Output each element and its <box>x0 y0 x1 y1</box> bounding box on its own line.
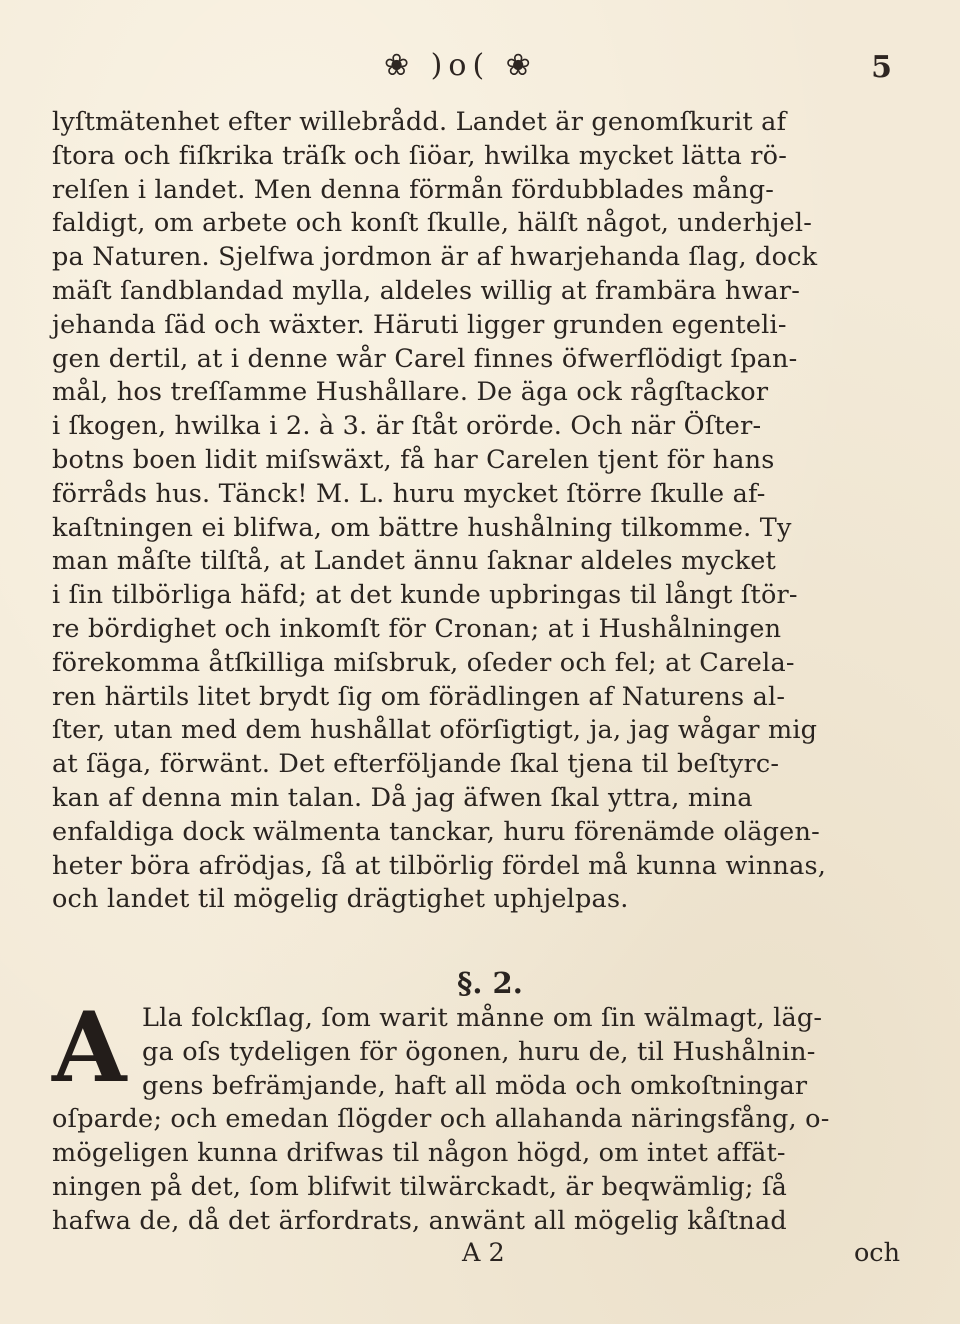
page-footer <box>52 1238 900 1270</box>
text-line: och landet til mögelig drägtighet uphjelpas. <box>52 884 629 915</box>
paragraph-1 <box>52 106 900 917</box>
header-ornament: ❀ )o( ❀ <box>384 48 537 83</box>
text-line: förekomma åtſkilliga miſsbruk, oſeder och fel; at Carela- <box>52 647 795 678</box>
text-line: gens befrämjande, haft all möda och omkoſtningar <box>142 1070 808 1101</box>
page-header <box>0 48 960 88</box>
text-line: relſen i landet. Men denna förmån fördubblades mång- <box>52 174 775 205</box>
text-line: re bördighet och inkomſt för Cronan; at i Hushålningen <box>52 613 782 644</box>
text-line: botns boen lidit miſswäxt, få har Carelen tjent för hans <box>52 444 775 475</box>
text-line: i ſkogen, hwilka i 2. à 3. är ſtåt orörde. Och när Öſter- <box>52 411 762 442</box>
text-line: lyſtmätenhet efter willebrådd. Landet är genomſkurit af <box>52 107 787 137</box>
text-line: oſparde; och emedan ſlögder och allahanda näringsfång, o- <box>52 1104 830 1135</box>
drop-cap-letter: A <box>52 991 127 1104</box>
text-line: i ſin tilbörliga häfd; at det kunde upbringas til långt ſtör- <box>52 580 798 611</box>
text-line: kan af denna min talan. Då jag äfwen ſkal yttra, mina <box>52 782 753 813</box>
text-line: jehanda ſäd och wäxter. Häruti ligger grunden egenteli- <box>52 309 787 340</box>
text-line: mäſt ſandblandad mylla, aldeles willig at frambära hwar- <box>52 275 801 306</box>
text-line: ga oſs tydeligen för ögonen, huru de, til Hushålnin- <box>142 1036 816 1067</box>
text-line: ren härtils litet brydt ſig om förädlingen af Naturens al- <box>52 681 786 712</box>
text-line: ningen på det, ſom blifwit tilwärckadt, är beqwämlig; ſå <box>52 1171 788 1202</box>
text-line: ſtora och fiſkrika träſk och ſiöar, hwilka mycket lätta rö- <box>52 140 788 171</box>
text-line: mål, hos treſſamme Hushållare. De äga ock rågſtackor <box>52 377 769 408</box>
text-line: pa Naturen. Sjelfwa jordmon är af hwarjehanda ſlag, dock <box>52 242 818 273</box>
text-line: förråds hus. Tänck! M. L. huru mycket ſtörre ſkulle af- <box>52 478 766 509</box>
text-line: gen dertil, at i denne wår Carel finnes öfwerflödigt ſpan- <box>52 343 798 374</box>
text-line: at ſäga, förwänt. Det efterföljande ſkal tjena til beſtyrc- <box>52 749 780 780</box>
text-line: kaſtningen ei blifwa, om bättre hushålning tilkomme. Ty <box>52 512 792 543</box>
text-line: Lla folckſlag, ſom warit månne om ſin wälmagt, läg- <box>142 1003 823 1033</box>
paragraph-2 <box>52 991 900 1239</box>
text-line: enfaldiga dock wälmenta tanckar, huru förenämde olägen- <box>52 816 820 847</box>
section-heading: §. 2. <box>457 966 523 1000</box>
page-number: 5 <box>871 50 892 85</box>
text-line: faldigt, om arbete och konſt ſkulle, hälſt något, underhjel- <box>52 208 813 239</box>
text-line: man måſte tilſtå, at Landet ännu ſaknar aldeles mycket <box>52 546 776 577</box>
text-line: mögeligen kunna drifwas til någon högd, om intet affät- <box>52 1138 786 1169</box>
catchword: och <box>853 1238 900 1268</box>
signature-mark: A 2 <box>462 1238 505 1268</box>
text-line: hafwa de, då det ärfordrats, anwänt all mögelig kåſtnad <box>52 1205 787 1236</box>
text-line: ſter, utan med dem hushållat oförſigtigt, ja, jag wågar mig <box>52 715 818 746</box>
text-line: heter böra afrödjas, ſå at tilbörlig fördel må kunna winnas, <box>52 850 827 881</box>
